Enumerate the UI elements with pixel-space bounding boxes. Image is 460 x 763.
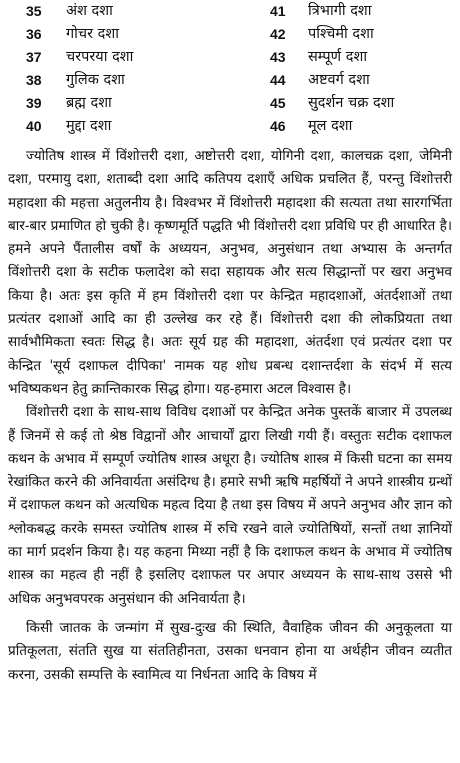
item-number: 39 [26, 95, 42, 111]
item-name: मूल दशा [308, 118, 353, 134]
item-number: 36 [26, 26, 42, 42]
list-row [8, 46, 452, 69]
item-name: अंश दशा [66, 3, 113, 19]
item-number: 41 [270, 3, 286, 19]
item-name: सुदर्शन चक्र दशा [308, 95, 395, 111]
list-row [8, 0, 452, 23]
dasha-list [8, 0, 452, 138]
list-row [8, 23, 452, 46]
item-number: 40 [26, 118, 42, 134]
item-number: 46 [270, 118, 286, 134]
item-name: मुद्दा दशा [66, 118, 112, 134]
item-name: गुलिक दशा [66, 72, 125, 88]
body-paragraph: विंशोत्तरी दशा के साथ-साथ विविध दशाओं पर केन्द्रित अनेक पुस्तकें बाजार में उपलब्ध हैं जिनमें से कई तो श्रेष्ठ विद्वानों और आचार्यों द्वारा लिखी गयी हैं। वस्तुतः सटीक दशाफल कथन के अभाव में सम्पूर्ण ज्योतिष शास्त्र अधूरा है। ज्योतिष शास्त्र में किसी घटना का समय रेखांकित करने की अनिवार्यता असंदिग्ध है। हमारे सभी ऋषि महर्षियों ने अपने शास्त्रीय ग्रन्थों में दशाफल कथन को अत्यधिक महत्व दिया है तथा इस विषय में अपने अनुभव और ज्ञान को श्लोकबद्ध करके समस्त ज्योतिष शास्त्र में रुचि रखने वाले ज्योतिषियों, सन्तों तथा ज्ञानियों का मार्ग प्रदर्शन किया है। यह कहना मिथ्या नहीं है कि दशाफल कथन के अभाव में ज्योतिष शास्त्र का महत्व ही नहीं है इसलिए दशाफल पर अपार अध्ययन के साथ-साथ उससे भी अधिक अनुभवपरक अनुसंधान की अनिवार्यता है। [8, 404, 452, 607]
item-number: 35 [26, 3, 42, 19]
item-name: गोचर दशा [66, 26, 119, 42]
body-paragraph: ज्योतिष शास्त्र में विंशोत्तरी दशा, अष्टोत्तरी दशा, योगिनी दशा, कालचक्र दशा, जेमिनी दशा, परमायु दशा, शताब्दी दशा आदि कतिपय दशाएँ अधिक प्रचलित हैं, परन्तु विंशोत्तरी महादशा की महत्ता अतुलनीय है। विश्वभर में विंशोत्तरी महादशा की सत्यता तथा सारगर्भिता बार-बार प्रमाणित हो चुकी है। कृष्णमूर्ति पद्धति भी विंशोत्तरी दशा प्रविधि पर ही आधारित है। हमने अपने पैंतालीस वर्षों के अध्ययन, अनुभव, अनुसंधान तथा अभ्यास के अन्तर्गत विंशोत्तरी दशा के सटीक फलादेश को सदा सहायक और सत्य सिद्धान्तों पर खरा अनुभव किया है। अतः इस कृति में हम विंशोत्तरी दशा पर केन्द्रित महादशाओं, अंतर्दशाओं तथा प्रत्यंतर दशाओं आदि का ही उल्लेख कर रहे हैं। विंशोत्तरी दशा की लोकप्रियता तथा सार्वभौमिकता स्वतः सिद्ध है। अतः सूर्य ग्रह की महादशा, अंतर्दशा एवं प्रत्यंतर दशा पर केन्द्रित 'सूर्य दशाफल दीपिका' नामक यह शोध प्रबन्ध दशान्तर्दशा के संदर्भ में सत्य भविष्यकथन हेतु क्रान्तिकारक सिद्ध होगा। यह-हमारा अटल विश्वास है। [8, 148, 452, 397]
item-number: 43 [270, 49, 286, 65]
list-row [8, 115, 452, 138]
item-number: 45 [270, 95, 286, 111]
item-name: चरपरया दशा [66, 49, 134, 65]
list-row [8, 69, 452, 92]
body-paragraph: किसी जातक के जन्मांग में सुख-दुःख की स्थिति, वैवाहिक जीवन की अनुकूलता या प्रतिकूलता, संतति सुख या संततिहीनता, उसका धनवान होना या अर्थहीन जीवन व्यतीत करना, उसकी सम्पत्ति के स्वामित्व या निर्धनता आदि के विषय में [8, 619, 452, 683]
item-name: ब्रह्म दशा [66, 95, 112, 111]
item-number: 38 [26, 72, 42, 88]
item-number: 42 [270, 26, 286, 42]
item-name: पश्चिमी दशा [308, 26, 374, 42]
item-name: त्रिभागी दशा [308, 3, 372, 19]
item-name: अष्टवर्ग दशा [308, 72, 370, 88]
item-name: सम्पूर्ण दशा [308, 49, 368, 65]
item-number: 37 [26, 49, 42, 65]
item-number: 44 [270, 72, 286, 88]
list-row [8, 92, 452, 115]
